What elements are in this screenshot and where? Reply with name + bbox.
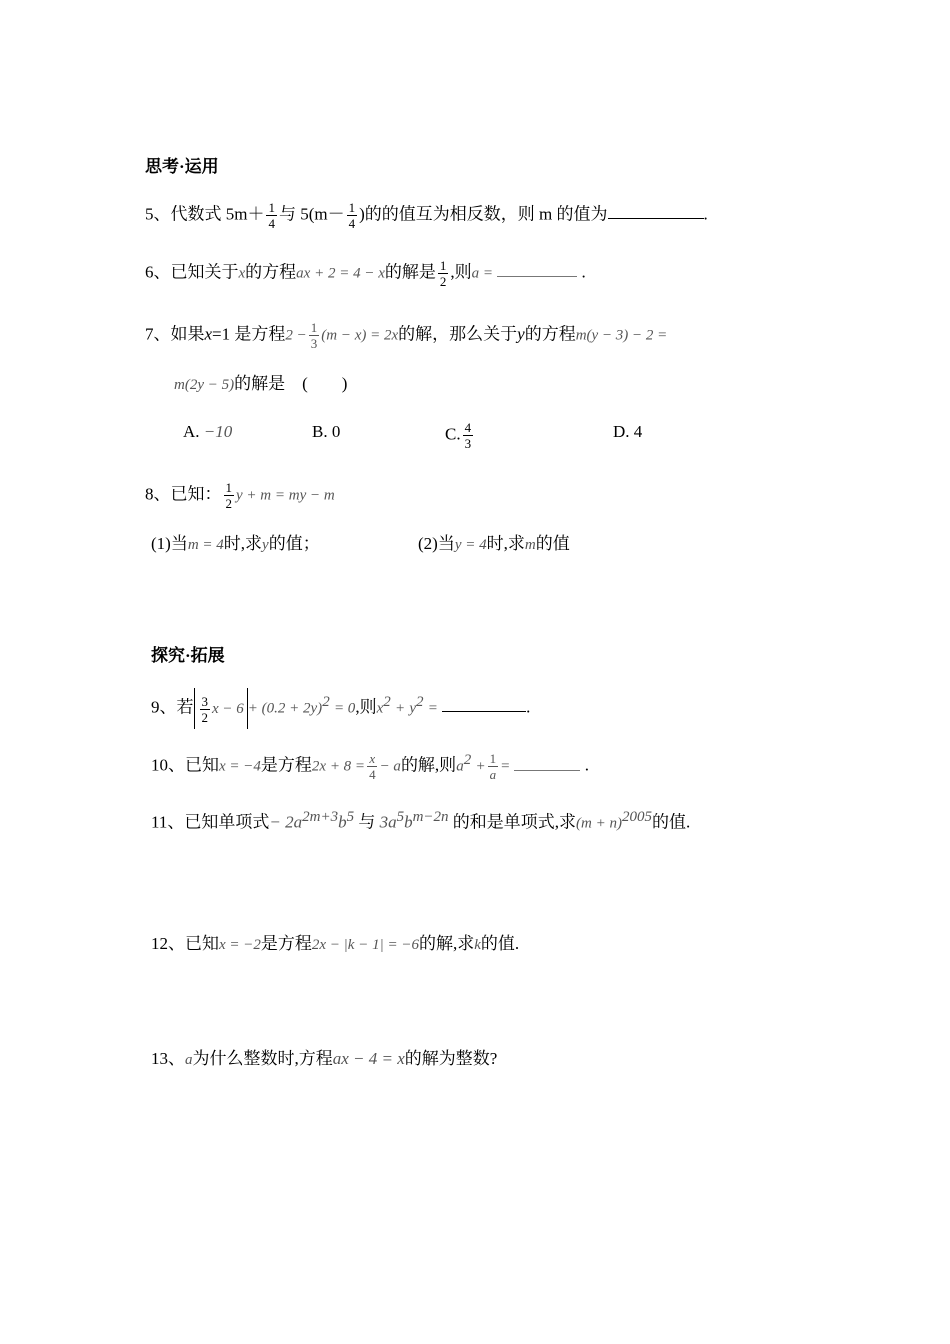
- q12-text-1: 已知: [185, 934, 219, 953]
- q5-frac2-den: 4: [348, 216, 356, 231]
- q7-text-5: 的解是: [234, 374, 286, 393]
- q11-text-4: 的值.: [652, 812, 691, 832]
- q6-number: 6、: [145, 262, 171, 282]
- q5-text-1: 代数式 5m＋: [170, 204, 265, 224]
- q9-square: 2: [322, 693, 330, 710]
- q9-frac-num: 3: [201, 693, 208, 709]
- q9-fraction: [200, 694, 211, 725]
- q10-number: 10、: [151, 755, 185, 775]
- q7-option-c-den: 3: [464, 436, 472, 451]
- q10-fraction-2: [488, 751, 499, 782]
- q10-answer-blank[interactable]: [514, 756, 580, 771]
- q5-fraction-1: [266, 200, 277, 231]
- question-10: [151, 748, 589, 782]
- q6-text-4: ,则: [450, 262, 472, 282]
- q11-monomial-1-b-exp: 5: [346, 809, 355, 825]
- q7-frac-den: 3: [310, 336, 318, 351]
- q9-answer-blank[interactable]: [442, 697, 526, 712]
- q9-eq: + (0.2 + 2y): [247, 700, 323, 717]
- q7-text-2: =1 是方程: [212, 324, 286, 344]
- question-5: [145, 200, 708, 231]
- q9-frac-den: 2: [201, 709, 208, 725]
- q12-text-3: 的解,求: [418, 934, 475, 953]
- q6-var-x: x: [238, 265, 246, 282]
- q13-var-a: a: [185, 1052, 193, 1068]
- q10-frac2-den: a: [489, 767, 497, 783]
- q11-monomial-2-b-exp: m−2n: [412, 809, 449, 825]
- q11-text-3: 的和是单项式,求: [452, 812, 577, 832]
- q11-monomial-1: − 2a: [269, 812, 303, 832]
- q13-text-2: 的解为整数?: [404, 1049, 498, 1068]
- q7-eq-b: (m − x) = 2x: [321, 327, 399, 344]
- q11-text-2: 与: [358, 812, 376, 832]
- question-7-line-2: [174, 372, 347, 397]
- q12-text-2: 是方程: [260, 934, 312, 953]
- section-title-explore: 探究·拓展: [151, 646, 225, 665]
- q7-option-a[interactable]: [183, 420, 232, 444]
- q10-text-2: 是方程: [260, 755, 312, 775]
- q8-p2-equation: y = 4: [454, 537, 487, 553]
- q6-text-2: 的方程: [245, 262, 297, 282]
- q7-option-b[interactable]: B. 0: [312, 422, 341, 441]
- question-12: [151, 932, 519, 957]
- q12-equation: 2x − |k − 1| = −6: [311, 937, 419, 953]
- q5-fraction-2: [347, 200, 358, 231]
- q7-option-c[interactable]: [445, 420, 475, 451]
- question-13: [151, 1047, 497, 1072]
- q7-var-x: x: [204, 324, 213, 344]
- q8-p1-text-a: (1)当: [151, 534, 188, 553]
- q7-option-d[interactable]: D. 4: [613, 422, 643, 441]
- q11-monomial-1-exp: 2m+3: [302, 809, 339, 825]
- q10-fraction-1: [367, 751, 378, 782]
- q6-text-1: 已知关于: [170, 262, 239, 282]
- q9-eq-2: = 0: [333, 700, 356, 717]
- question-6: [145, 258, 586, 289]
- q10-frac2-num: 1: [489, 751, 497, 767]
- q8-frac-num: 1: [225, 480, 232, 495]
- q10-eq-a: 2x + 8 =: [311, 758, 366, 775]
- q8-p2-var-m: m: [524, 537, 536, 553]
- q10-frac1-num: x: [369, 751, 376, 767]
- q7-eq-d: m(2y − 5): [174, 377, 235, 393]
- q7-number: 7、: [145, 324, 171, 344]
- q9-text-1: 若: [176, 697, 194, 717]
- q10-a-square: 2: [463, 752, 472, 768]
- q10-equals: =: [500, 758, 511, 775]
- q10-var-a: a: [456, 758, 464, 775]
- q6-frac-num: 1: [439, 258, 447, 273]
- q11-monomial-2-exp: 5: [396, 809, 405, 825]
- q9-end: .: [526, 697, 531, 717]
- q8-equation: y + m = my − m: [236, 487, 335, 504]
- q6-var-a: a =: [471, 265, 493, 282]
- q9-plus: +: [394, 700, 406, 717]
- q9-number: 9、: [151, 697, 177, 717]
- q5-frac1-den: 4: [268, 216, 275, 231]
- q11-monomial-2: 3a: [379, 812, 397, 832]
- q11-number: 11、: [151, 812, 185, 832]
- q6-equation: ax + 2 = 4 − x: [296, 265, 385, 282]
- q5-number: 5、: [145, 204, 171, 224]
- q7-eq-a: 2 −: [285, 327, 307, 344]
- q11-expression-exp: 2005: [622, 809, 652, 825]
- q8-part-2: [418, 532, 570, 557]
- q5-answer-blank[interactable]: [608, 204, 704, 219]
- q5-frac1-num: 1: [268, 200, 275, 215]
- q6-answer-blank[interactable]: [497, 262, 577, 277]
- q7-frac-num: 1: [310, 320, 318, 335]
- q7-text-3: 的解，那么关于: [398, 324, 518, 344]
- q12-var-k: k: [474, 937, 481, 953]
- q8-p2-text-c: 的值: [535, 534, 570, 553]
- q13-text-1: 为什么整数时,方程: [192, 1049, 333, 1068]
- q8-p1-equation: m = 4: [187, 537, 224, 553]
- q9-var-y: y: [409, 700, 417, 717]
- q10-plus: +: [475, 758, 486, 775]
- q9-y-square: 2: [416, 693, 424, 710]
- q7-option-c-label: C.: [445, 424, 461, 444]
- q7-option-a-label: A.: [183, 422, 200, 441]
- question-9: [151, 688, 530, 729]
- q6-text-3: 的解是: [384, 262, 436, 282]
- q12-x-equals: x = −2: [219, 937, 261, 953]
- q8-p1-text-c: 的值；: [268, 534, 320, 553]
- q10-text-3: 的解,则: [400, 755, 457, 775]
- q8-p2-text-b: 时,求: [486, 534, 525, 553]
- q10-frac1-den: 4: [369, 767, 376, 783]
- question-11: [151, 805, 690, 836]
- q8-fraction: [224, 480, 235, 511]
- q6-fraction: [438, 258, 449, 289]
- q7-option-c-num: 4: [464, 420, 472, 435]
- q7-answer-paren[interactable]: ( ): [302, 374, 348, 393]
- q8-part-1: [151, 532, 320, 557]
- q7-var-y: y: [517, 324, 525, 344]
- q9-x-square: 2: [383, 693, 391, 710]
- q8-p2-text-a: (2)当: [418, 534, 455, 553]
- q5-text-2: 与 5(m－: [278, 204, 345, 224]
- q6-end: .: [581, 262, 586, 282]
- q7-option-a-value: −10: [203, 422, 233, 441]
- q9-absolute-value: [194, 688, 248, 729]
- q6-frac-den: 2: [439, 274, 447, 289]
- q8-p1-text-b: 时,求: [223, 534, 263, 553]
- q12-number: 12、: [151, 934, 185, 953]
- q7-text-1: 如果: [170, 324, 205, 344]
- q8-frac-den: 2: [225, 496, 232, 511]
- q8-text-1: 已知：: [170, 484, 222, 504]
- q7-eq-c: m(y − 3) − 2 =: [575, 327, 668, 344]
- q12-text-4: 的值.: [480, 934, 520, 953]
- q11-text-1: 已知单项式: [184, 812, 270, 832]
- q13-equation: ax − 4 = x: [332, 1049, 405, 1068]
- q5-end: .: [703, 204, 708, 224]
- q10-end: .: [584, 755, 589, 775]
- q9-equals: =: [427, 700, 438, 717]
- q11-monomial-1-b: b: [338, 812, 347, 832]
- q9-abs-rest: x − 6: [212, 701, 244, 717]
- q7-fraction: [309, 320, 320, 351]
- q10-eq-b: − a: [379, 758, 401, 775]
- q11-expression: (m + n): [576, 815, 622, 832]
- q9-var-x: x: [376, 700, 384, 717]
- q8-number: 8、: [145, 484, 171, 504]
- q11-monomial-2-b: b: [404, 812, 413, 832]
- q7-text-4: 的方程: [524, 324, 576, 344]
- q13-number: 13、: [151, 1049, 185, 1068]
- q10-text-1: 已知: [185, 755, 219, 775]
- q5-text-3: )的的值互为相反数，则 m 的值为: [359, 204, 608, 224]
- question-8: [145, 480, 335, 511]
- q10-x-equals: x = −4: [219, 758, 261, 775]
- q7-option-c-fraction: [463, 420, 474, 451]
- q5-frac2-num: 1: [348, 200, 356, 215]
- section-title-thinking: 思考·运用: [145, 157, 219, 176]
- q8-p1-var-y: y: [262, 537, 269, 553]
- question-7: [145, 320, 667, 351]
- q9-text-2: ,则: [355, 697, 377, 717]
